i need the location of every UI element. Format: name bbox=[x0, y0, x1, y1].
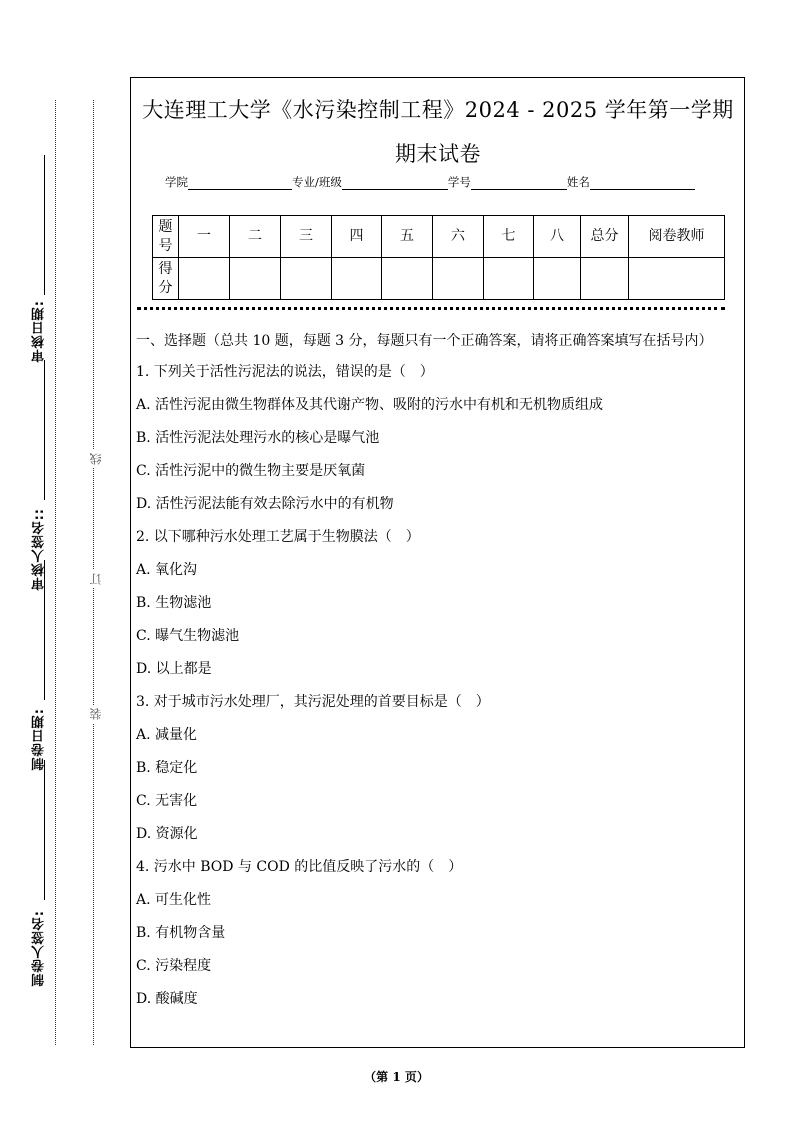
student-id-label: 学号 bbox=[447, 175, 471, 189]
column-header: 二 bbox=[230, 216, 281, 258]
maker-date-label: 制卷日期: bbox=[32, 708, 47, 771]
question-stem: 1. 下列关于活性污泥法的说法，错误的是（ ） bbox=[136, 364, 434, 380]
answer-option: B. 生物滤池 bbox=[136, 595, 212, 611]
question-stem: 3. 对于城市污水处理厂，其污泥处理的首要目标是（ ） bbox=[136, 694, 490, 710]
name-field[interactable] bbox=[590, 176, 695, 190]
total-score-header: 总分 bbox=[581, 216, 629, 258]
column-header: 四 bbox=[332, 216, 382, 258]
score-cell[interactable] bbox=[179, 258, 230, 300]
answer-option: B. 稳定化 bbox=[136, 760, 198, 776]
maker-signature-blank[interactable] bbox=[44, 760, 45, 900]
answer-option: D. 活性污泥法能有效去除污水中的有机物 bbox=[136, 496, 394, 512]
score-row-header: 得分 bbox=[153, 258, 179, 300]
answer-option: C. 曝气生物滤池 bbox=[136, 628, 240, 644]
seal-mark-bind: 订 bbox=[87, 570, 104, 588]
answer-option: C. 无害化 bbox=[136, 793, 198, 809]
question-stem: 4. 污水中 BOD 与 COD 的比值反映了污水的（ ） bbox=[136, 859, 463, 875]
answer-option: D. 酸碱度 bbox=[136, 991, 198, 1007]
column-header: 五 bbox=[382, 216, 433, 258]
answer-option: A. 可生化性 bbox=[136, 892, 212, 908]
score-cell[interactable] bbox=[382, 258, 433, 300]
column-header: 八 bbox=[534, 216, 581, 258]
question-stem: 2. 以下哪种污水处理工艺属于生物膜法（ ） bbox=[136, 529, 420, 545]
reviewer-date-label: 审核日期: bbox=[32, 300, 47, 363]
answer-option: B. 有机物含量 bbox=[136, 925, 226, 941]
answer-option: D. 以上都是 bbox=[136, 661, 212, 677]
maker-signature-label: 制卷人签名: bbox=[32, 910, 47, 987]
column-header: 六 bbox=[433, 216, 484, 258]
question-number-header: 题号 bbox=[153, 216, 179, 258]
answer-option: A. 活性污泥由微生物群体及其代谢产物、吸附的污水中有机和无机物质组成 bbox=[136, 397, 604, 413]
score-cell[interactable] bbox=[433, 258, 484, 300]
page-number: （第 1 页） bbox=[364, 1070, 429, 1084]
score-table-score-row bbox=[153, 258, 725, 300]
column-header: 三 bbox=[281, 216, 332, 258]
answer-option: B. 活性污泥法处理污水的核心是曝气池 bbox=[136, 430, 380, 446]
name-label: 姓名 bbox=[566, 175, 590, 189]
major-class-label: 专业/班级 bbox=[292, 175, 342, 189]
student-info-row bbox=[165, 174, 695, 190]
answer-option: A. 氧化沟 bbox=[136, 562, 198, 578]
college-field[interactable] bbox=[188, 176, 292, 190]
reviewer-signature-label: 审核人签名:: bbox=[32, 508, 47, 591]
major-class-field[interactable] bbox=[342, 176, 448, 190]
score-table bbox=[152, 215, 725, 300]
binding-dotted-line-outer bbox=[55, 100, 56, 1045]
seal-mark-pack: 装 bbox=[87, 705, 104, 723]
score-cell[interactable] bbox=[484, 258, 534, 300]
grader-header: 阅卷教师 bbox=[629, 216, 725, 258]
college-label: 学院 bbox=[165, 175, 188, 189]
score-table-header-row bbox=[153, 216, 725, 258]
section-heading: 一、选择题（总共 10 题，每题 3 分，每题只有一个正确答案，请将正确答案填写在括号内） bbox=[136, 333, 713, 349]
column-header: 一 bbox=[179, 216, 230, 258]
answer-option: C. 活性污泥中的微生物主要是厌氧菌 bbox=[136, 463, 366, 479]
column-header: 七 bbox=[484, 216, 534, 258]
exam-title: 大连理工大学《水污染控制工程》2024 - 2025 学年第一学期期末试卷 bbox=[142, 98, 734, 166]
dotted-separator bbox=[137, 307, 725, 310]
grader-cell[interactable] bbox=[629, 258, 725, 300]
answer-option: C. 污染程度 bbox=[136, 958, 212, 974]
answer-option: D. 资源化 bbox=[136, 826, 198, 842]
reviewer-signature-blank[interactable] bbox=[44, 360, 45, 500]
answer-option: A. 减量化 bbox=[136, 727, 198, 743]
score-cell[interactable] bbox=[332, 258, 382, 300]
section-choice-questions bbox=[136, 330, 740, 1021]
reviewer-date-blank[interactable] bbox=[44, 155, 45, 295]
student-id-field[interactable] bbox=[471, 176, 567, 190]
score-cell[interactable] bbox=[230, 258, 281, 300]
seal-mark-line: 线 bbox=[87, 450, 104, 468]
maker-date-blank[interactable] bbox=[44, 560, 45, 700]
score-cell[interactable] bbox=[534, 258, 581, 300]
total-score-cell[interactable] bbox=[581, 258, 629, 300]
score-cell[interactable] bbox=[281, 258, 332, 300]
